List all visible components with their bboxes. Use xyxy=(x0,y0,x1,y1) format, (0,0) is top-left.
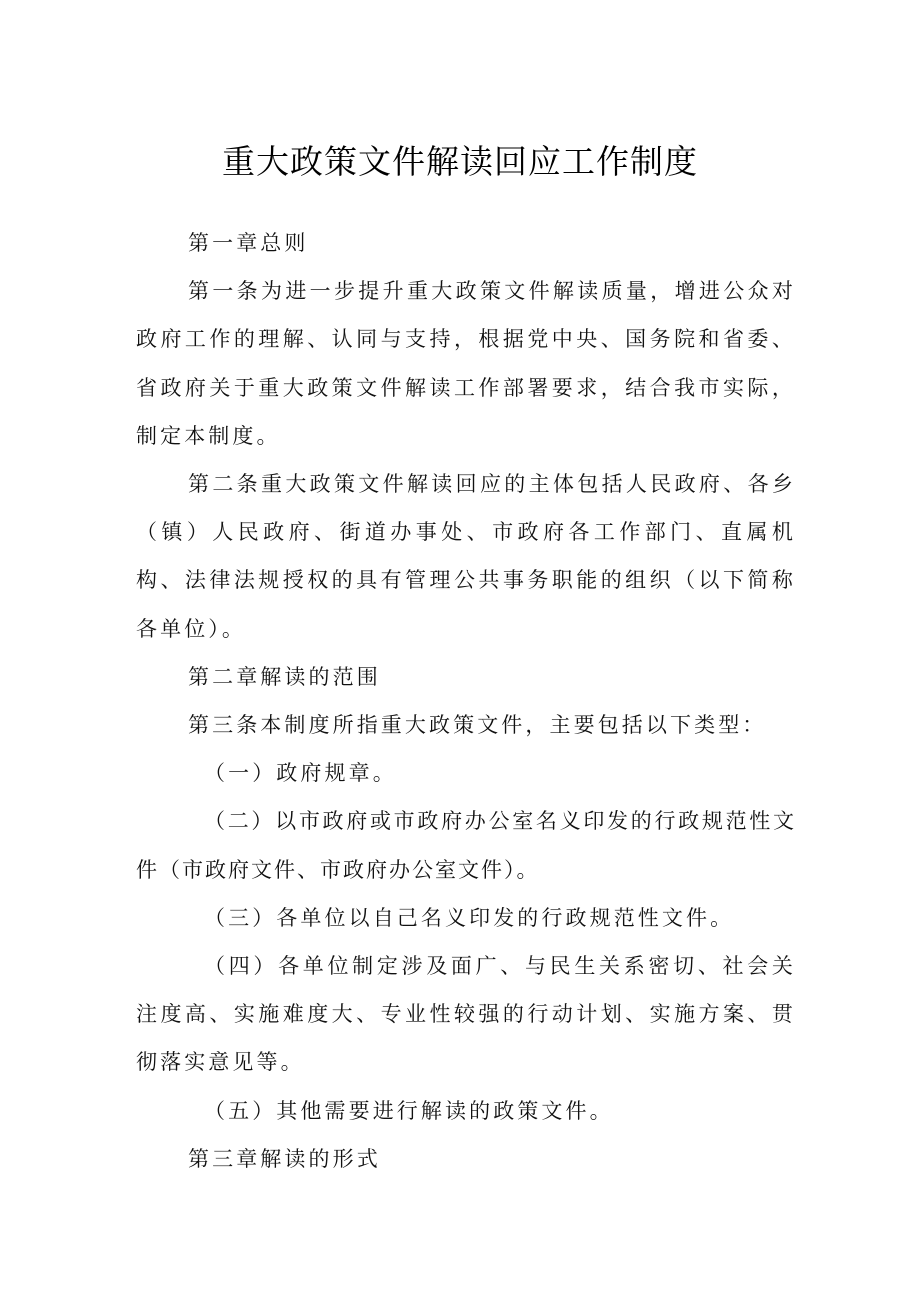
list-item: （四）各单位制定涉及面广、与民生关系密切、社会关注度高、实施难度大、专业性较强的行动计划、实施方案、贯彻落实意见等。 xyxy=(136,954,796,1075)
chapter-heading: 第三章解读的形式 xyxy=(188,1146,381,1171)
list-item: （五）其他需要进行解读的政策文件。 xyxy=(204,1098,614,1123)
chapter-heading: 第二章解读的范围 xyxy=(188,664,381,689)
chapter-heading: 第一章总则 xyxy=(188,231,309,255)
list-item: （二）以市政府或市政府办公室名义印发的行政规范性文件（市政府文件、市政府办公室文件）。 xyxy=(136,809,796,882)
document-body xyxy=(136,219,796,1183)
article-paragraph: 第三条本制度所指重大政策文件，主要包括以下类型： xyxy=(188,713,767,738)
list-item: （一）政府规章。 xyxy=(204,761,397,786)
article-paragraph: 第一条为进一步提升重大政策文件解读质量，增进公众对政府工作的理解、认同与支持，根据党中央、国务院和省委、省政府关于重大政策文件解读工作部署要求，结合我市实际，制定本制度。 xyxy=(136,279,796,448)
list-item: （三）各单位以自己名义印发的行政规范性文件。 xyxy=(204,905,735,930)
document-title: 重大政策文件解读回应工作制度 xyxy=(222,142,698,181)
article-paragraph: 第二条重大政策文件解读回应的主体包括人民政府、各乡（镇）人民政府、街道办事处、市政府各工作部门、直属机构、法律法规授权的具有管理公共事务职能的组织（以下简称各单位）。 xyxy=(136,472,796,641)
